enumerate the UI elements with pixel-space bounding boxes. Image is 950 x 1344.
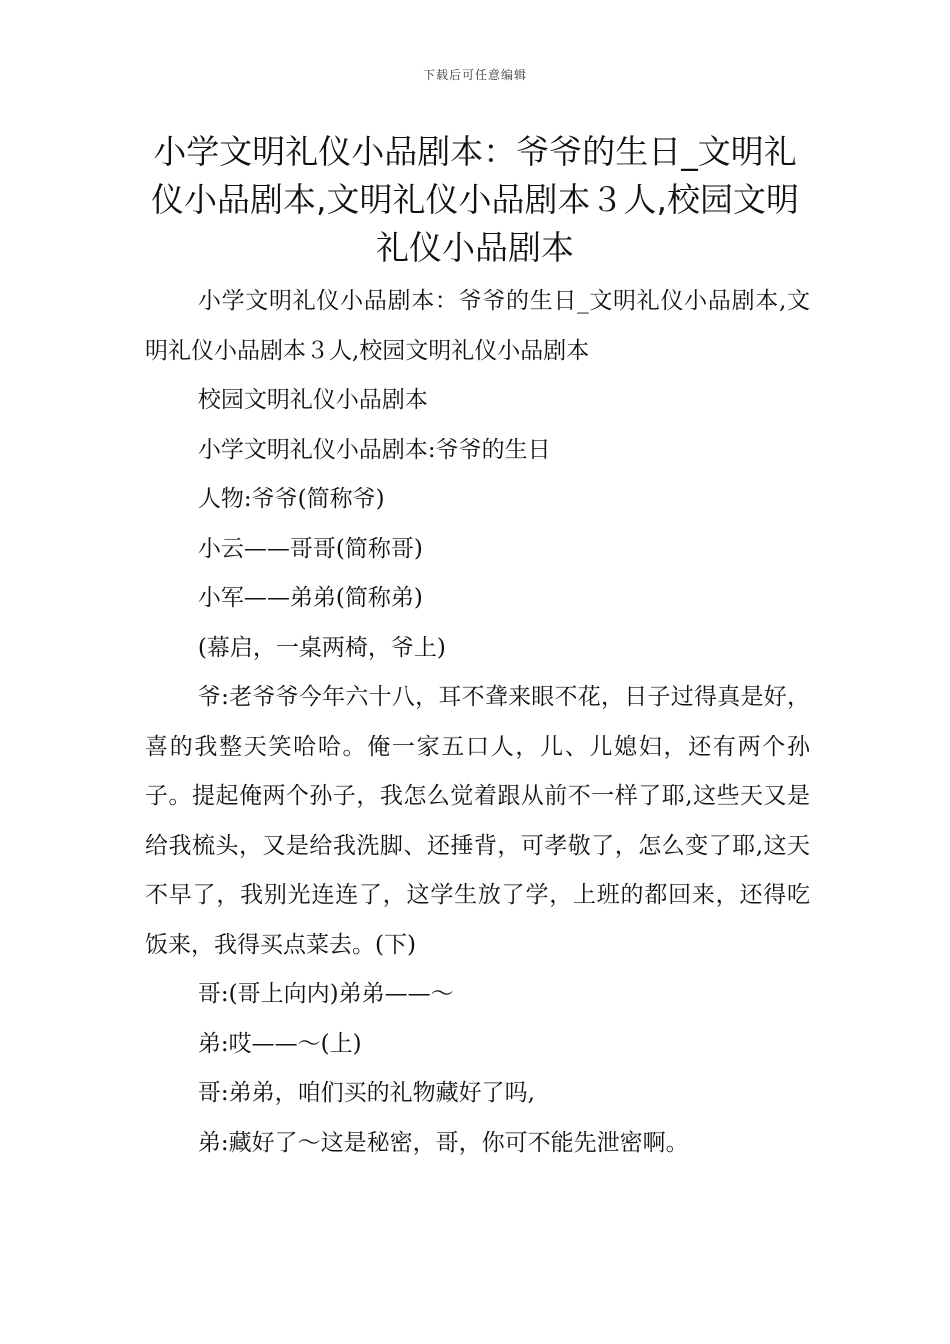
paragraph-character-grandpa: 人物:爷爷(简称爷)	[197, 486, 385, 512]
paragraph-script-title: 小学文明礼仪小品剧本:爷爷的生日	[197, 436, 551, 463]
paragraph-character-brother: 小云——哥哥(简称哥)	[197, 535, 423, 562]
paragraph-dialogue-1: 哥:(哥上向内)弟弟——～	[197, 981, 454, 1007]
paragraph-intro: 小学文明礼仪小品剧本：爷爷的生日_文明礼仪小品剧本,文明礼仪小品剧本３人,校园文明礼仪小品剧本	[145, 288, 810, 364]
document-body	[145, 277, 810, 1168]
paragraph-dialogue-2: 弟:哎——～(上)	[197, 1030, 362, 1057]
document-title: 小学文明礼仪小品剧本：爷爷的生日_文明礼仪小品剧本,文明礼仪小品剧本３人,校园文明礼仪小品剧本	[151, 132, 799, 267]
paragraph-subtitle: 校园文明礼仪小品剧本	[197, 387, 428, 413]
paragraph-dialogue-4: 弟:藏好了～这是秘密，哥，你可不能先泄密啊。	[197, 1129, 689, 1156]
header-note: 下载后可任意编辑	[422, 68, 527, 82]
paragraph-grandpa-monologue: 爷:老爷爷今年六十八，耳不聋来眼不花，日子过得真是好，喜的我整天笑哈哈。俺一家五口人，儿、儿媳妇，还有两个孙子。提起俺两个孙子，我怎么觉着跟从前不一样了耶,这些天又是给我梳头，又是给我洗脚、还捶背，可孝敬了，怎么变了耶,这天不早了，我别光连连了，这学生放了学，上班的都回来，还得吃饭来，我得买点菜去。(下)	[145, 684, 810, 958]
paragraph-dialogue-3: 哥:弟弟，咱们买的礼物藏好了吗,	[197, 1080, 535, 1106]
paragraph-character-younger-brother: 小军——弟弟(简称弟)	[197, 585, 423, 611]
paragraph-stage-direction: (幕启，一桌两椅，爷上)	[197, 634, 446, 661]
